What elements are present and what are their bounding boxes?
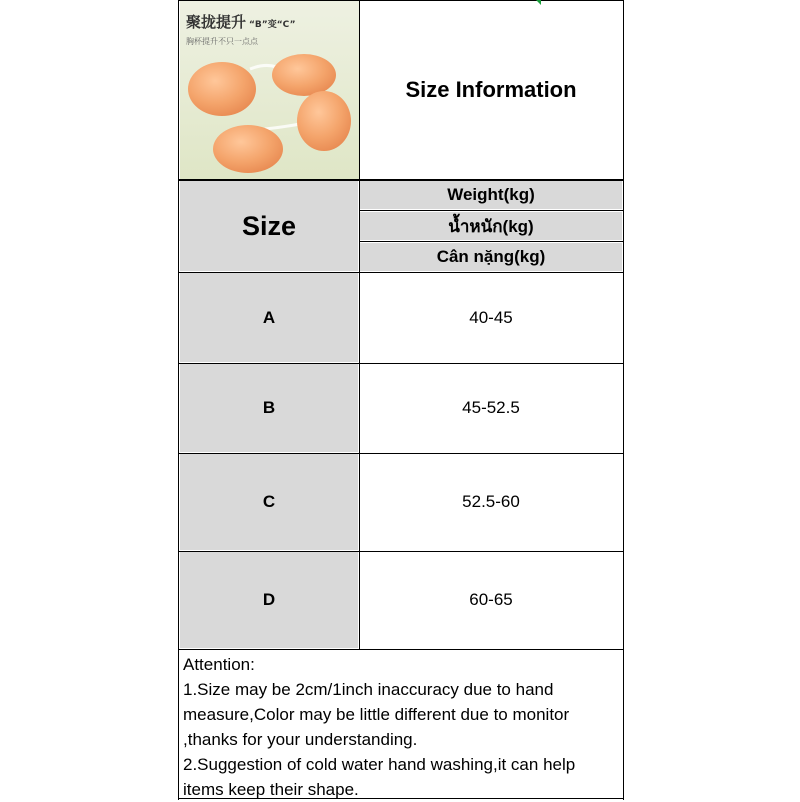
weight-header-vi-cell [360, 243, 622, 271]
image-subline: 胸杯提升不只一点点 [186, 37, 258, 46]
size-header-cell [180, 181, 358, 271]
size-column-header: Size [241, 210, 297, 241]
size-label: C [262, 492, 276, 511]
weight-header-en-cell [360, 181, 622, 209]
grid-line [359, 0, 360, 650]
cell-marker-icon [533, 0, 541, 5]
product-image [180, 1, 359, 179]
image-headline: 聚拢提升 [186, 13, 247, 31]
size-info-title-cell [360, 1, 622, 179]
attention-notes [183, 652, 619, 802]
table-row-size-cell [180, 273, 358, 362]
table-row-size-cell [180, 364, 358, 452]
table-row-size-cell [180, 552, 358, 648]
table-row-weight-cell [360, 364, 622, 452]
grid-line [179, 272, 623, 273]
page-title: Size Information [405, 77, 577, 102]
grid-line [179, 649, 623, 650]
image-tag-change: 变 [267, 20, 277, 30]
table-row-size-cell [180, 454, 358, 550]
weight-header-th: น้ำหนัก(kg) [448, 216, 534, 236]
size-chart-sheet [178, 0, 624, 800]
image-tag-b: “B” [249, 20, 268, 30]
image-tag-c: “C” [276, 20, 296, 30]
notes-line-1: 1.Size may be 2cm/1inch inaccuracy due to hand measure,Color may be little different due to monitor ,thanks for your understanding. [183, 680, 570, 749]
grid-line [359, 241, 623, 242]
table-row-weight-cell [360, 552, 622, 648]
notes-heading: Attention: [183, 655, 255, 674]
weight-value: 52.5-60 [462, 492, 520, 511]
grid-line [359, 210, 623, 211]
weight-header-en: Weight(kg) [447, 185, 535, 204]
weight-value: 45-52.5 [462, 398, 520, 417]
size-label: D [262, 590, 276, 609]
table-row-weight-cell [360, 273, 622, 362]
table-row-weight-cell [360, 454, 622, 550]
size-label: B [262, 398, 276, 417]
notes-line-2: 2.Suggestion of cold water hand washing,it can help items keep their shape. [183, 755, 576, 799]
weight-value: 40-45 [469, 307, 513, 327]
grid-line [179, 551, 623, 552]
grid-line [179, 453, 623, 454]
grid-line [179, 0, 623, 1]
grid-line [179, 180, 623, 181]
size-label: A [262, 307, 276, 327]
weight-value: 60-65 [469, 590, 513, 609]
weight-header-th-cell [360, 212, 622, 240]
grid-line [179, 363, 623, 364]
weight-header-vi: Cân nặng(kg) [436, 247, 546, 266]
